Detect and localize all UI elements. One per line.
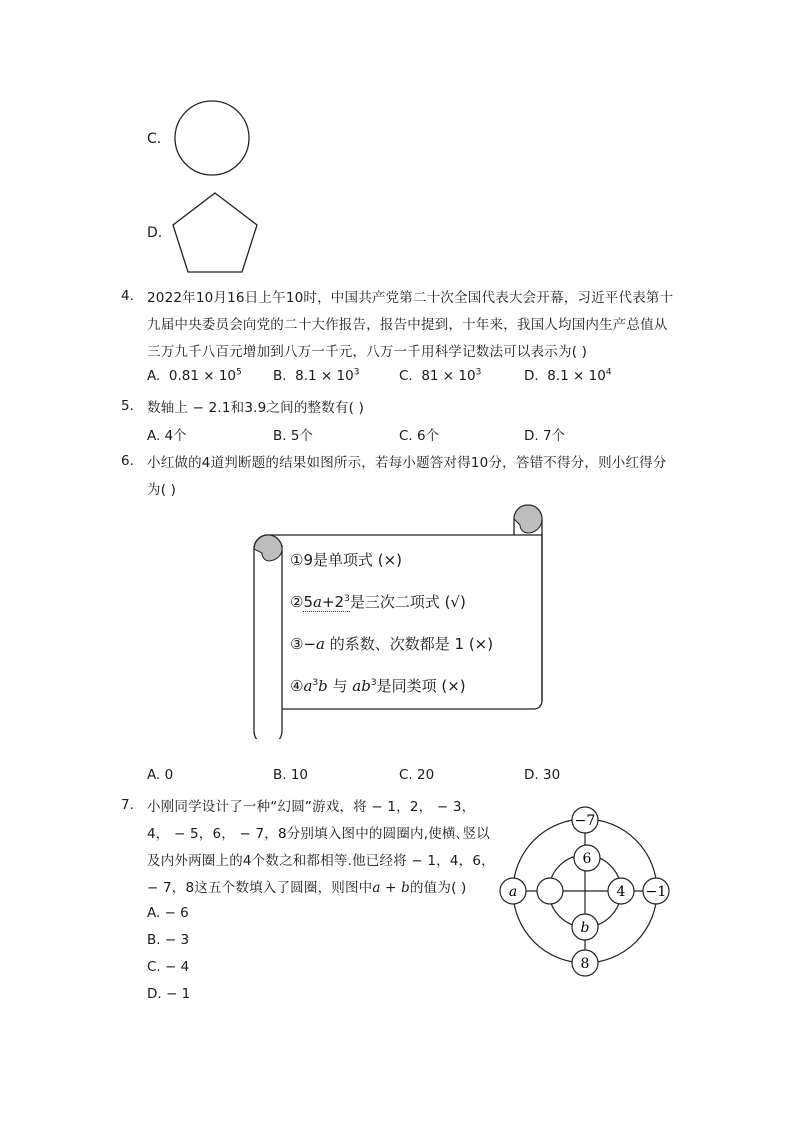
q4-option-b-label: B.	[273, 368, 287, 384]
q7-line-4	[147, 876, 467, 896]
scroll-item-3-prefix: ③−	[290, 635, 317, 653]
q6-option-b[interactable]: B. 10	[273, 767, 309, 783]
option-d-label: D.	[147, 225, 163, 241]
q4-line-2: 九届中央委员会向党的二十大作报告，报告中提到，十年来，我国人均国内生产总值从	[147, 317, 668, 333]
scroll-item-3-var: a	[316, 635, 325, 653]
q6-option-d[interactable]: D. 30	[524, 767, 561, 783]
scroll-item-4-prefix: ④	[290, 677, 304, 695]
q7-option-b[interactable]: B. − 3	[147, 932, 190, 948]
q4-option-a-value: 0.81 × 10	[168, 368, 237, 384]
q4-option-c[interactable]	[399, 368, 481, 384]
q4-line-1: 2022年10月16日上午10时，中国共产党第二十次全国代表大会开幕，习近平代表第十	[147, 290, 674, 306]
scroll-item-4-a-exp: 3	[312, 678, 319, 688]
q4-option-c-exponent: 3	[475, 367, 482, 378]
q4-option-a-exponent: 5	[236, 367, 242, 378]
q4-option-d-label: D.	[524, 368, 539, 384]
q4-option-b[interactable]	[273, 368, 359, 384]
node-outer-bottom: 8	[580, 956, 590, 972]
q4-option-c-value: 81 × 10	[421, 368, 476, 384]
scroll-item-4-b: b	[318, 677, 328, 695]
q4-option-a-label: A.	[147, 368, 161, 384]
q7-option-d[interactable]: D. − 1	[147, 986, 191, 1002]
q4-option-b-exponent: 3	[353, 367, 360, 378]
scroll-item-2-suffix: 是三次二项式 (√)	[349, 593, 466, 611]
scroll-item-2	[290, 591, 466, 612]
q5-option-d[interactable]: D. 7个	[524, 428, 566, 444]
q6-option-a[interactable]: A. 0	[147, 767, 174, 783]
node-inner-right: 4	[616, 884, 626, 900]
scroll-item-3	[290, 633, 493, 654]
circle-figure	[170, 99, 254, 179]
q5-number: 5.	[121, 398, 134, 414]
pentagon-figure	[170, 190, 262, 276]
option-c-label: C.	[147, 131, 162, 147]
q6-line-1: 小红做的4道判断题的结果如图所示，若每小题答对得10分，答错不得分，则小红得分	[147, 455, 667, 471]
q6-option-c[interactable]: C. 20	[399, 767, 435, 783]
magic-circle-figure	[495, 805, 675, 981]
q7-line-3: 及内外两圈上的4个数之和都相等.他已经将 − 1，4，6，	[147, 853, 495, 869]
q7-line-4-expression: a + b	[372, 880, 410, 896]
scroll-item-2-var: a	[313, 593, 322, 611]
q7-line-2: 4， − 5，6， − 7，8分别填入图中的圆圈内,使横､竖以	[147, 826, 490, 842]
q5-option-b[interactable]: B. 5个	[273, 428, 313, 444]
scroll-figure	[248, 503, 548, 739]
scroll-item-4-suffix: 是同类项 (×)	[376, 677, 466, 695]
q7-option-c[interactable]: C. − 4	[147, 959, 190, 975]
node-outer-top: −7	[574, 813, 596, 829]
scroll-item-2-coef: 5	[303, 593, 313, 611]
scroll-item-4-ab: ab	[352, 677, 371, 695]
scroll-item-4	[290, 675, 466, 696]
q4-option-b-value: 8.1 × 10	[295, 368, 354, 384]
q7-number: 7.	[121, 797, 134, 813]
q7-line-1: 小刚同学设计了一种“幻圆”游戏，将 − 1，2， − 3，	[147, 799, 476, 815]
q4-option-d[interactable]	[524, 368, 612, 384]
q5-option-c[interactable]: C. 6个	[399, 428, 440, 444]
scroll-item-2-prefix: ②	[290, 593, 304, 611]
q7-line-4-suffix: 的值为( )	[409, 880, 467, 896]
q4-option-c-label: C.	[399, 368, 413, 384]
scroll-item-4-mid: 与	[327, 677, 353, 695]
q4-option-d-exponent: 4	[605, 367, 612, 378]
scroll-item-4-a: a	[303, 677, 313, 695]
scroll-item-4-ab-exp: 3	[370, 678, 377, 688]
scroll-item-2-plus: +2	[321, 593, 345, 611]
node-outer-left: a	[508, 884, 518, 900]
q4-option-d-value: 8.1 × 10	[547, 368, 606, 384]
node-outer-right: −1	[645, 884, 667, 900]
scroll-item-2-exp: 3	[344, 594, 350, 604]
q4-option-a[interactable]	[147, 368, 242, 384]
node-inner-bottom: b	[580, 920, 590, 936]
q7-option-a[interactable]: A. − 6	[147, 905, 189, 921]
node-inner-top: 6	[582, 851, 592, 867]
q6-line-2: 为( )	[147, 482, 177, 498]
scroll-item-2-expression	[303, 593, 349, 612]
q4-number: 4.	[121, 288, 134, 304]
q6-number: 6.	[121, 453, 134, 469]
q5-option-a[interactable]: A. 4个	[147, 428, 187, 444]
scroll-item-1: ①9是单项式 (×)	[290, 551, 403, 569]
q4-line-3: 三万九千八百元增加到八万一千元，八万一千用科学记数法可以表示为( )	[147, 344, 588, 360]
scroll-item-3-suffix: 的系数、次数都是 1 (×)	[324, 635, 494, 653]
q5-line-1: 数轴上 − 2.1和3.9之间的整数有( )	[147, 400, 365, 416]
q7-line-4-prefix: − 7，8这五个数填入了圆圈，则图中	[147, 880, 373, 896]
